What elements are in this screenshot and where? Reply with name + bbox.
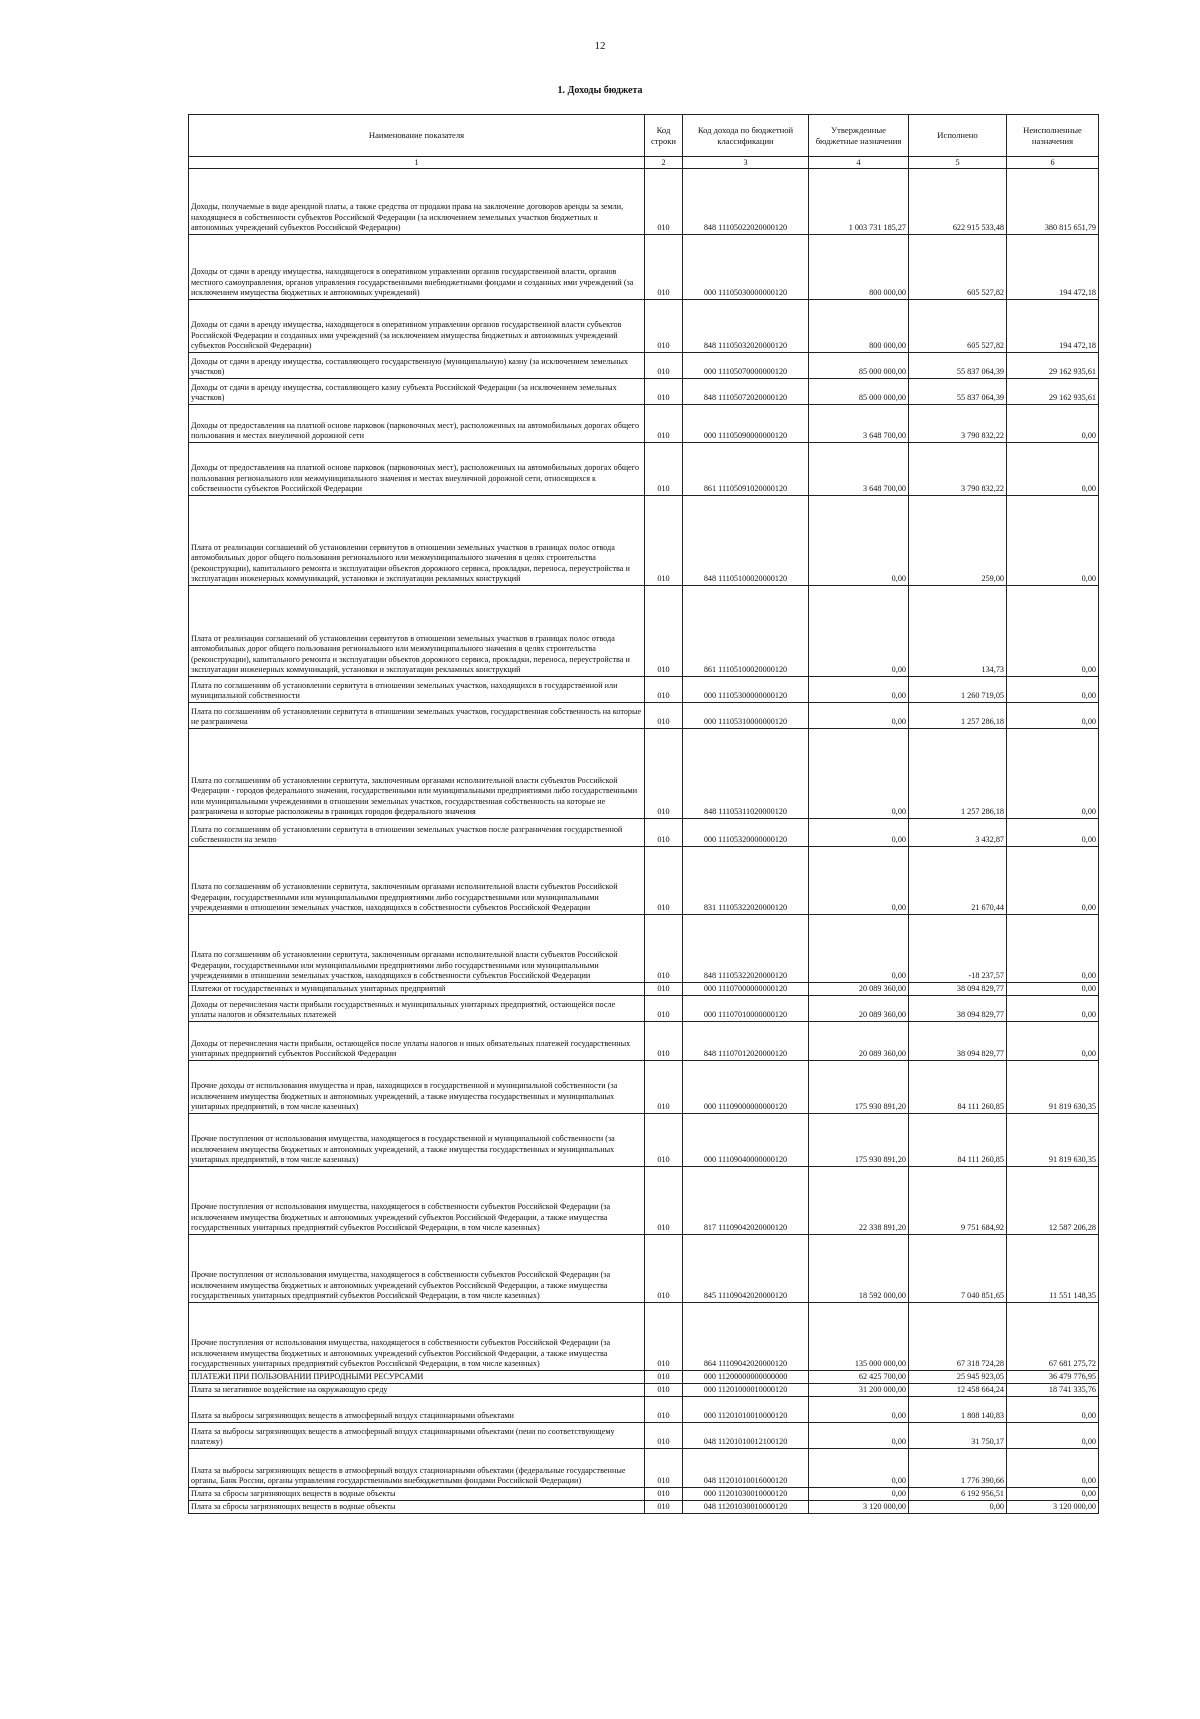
row-name: Доходы от сдачи в аренду имущества, находящегося в оперативном управлении органов государственной власти субъектов Российской Федерации и созданных ими учреждений (за исключением имущества бюджетных и автономных учреждений субъектов Российской Федерации) [189,300,645,353]
row-name: Плата по соглашениям об установлении сервитута, заключенным органами исполнительной власти субъектов Российской Федерации, государственными или муниципальными предприятиями либо государственными или муниципальными учреждениями в отношении земельных участков, находящихся в собственности субъектов Российской Федерации [189,847,645,915]
row-income-code: 048 11201010012100120 [683,1423,809,1449]
header-approved: Утвержденные бюджетные назначения [809,115,909,157]
row-income-code: 848 11105311020000120 [683,729,809,819]
table-row [189,1022,1099,1061]
row-approved: 135 000 000,00 [809,1303,909,1371]
table-row [189,1384,1099,1397]
row-income-code: 848 11107012020000120 [683,1022,809,1061]
row-unexecuted: 0,00 [1007,443,1099,496]
row-approved: 0,00 [809,677,909,703]
row-unexecuted: 91 819 630,35 [1007,1114,1099,1167]
header-unexecuted: Неисполненные назначения [1007,115,1099,157]
header-name: Наименование показателя [189,115,645,157]
row-name: Доходы от сдачи в аренду имущества, находящегося в оперативном управлении органов государственной власти, органов местного самоуправления, органов управления государственными внебюджетными фондами и созданных ими учреждений (за исключением имущества бюджетных и автономных учреждений) [189,235,645,300]
row-income-code: 000 11105300000000120 [683,677,809,703]
row-line-code: 010 [645,983,683,996]
row-name: Плата за негативное воздействие на окружающую среду [189,1384,645,1397]
row-executed: 1 257 286,18 [909,729,1007,819]
row-unexecuted: 0,00 [1007,983,1099,996]
row-unexecuted: 380 815 651,79 [1007,169,1099,235]
row-executed: 84 111 260,85 [909,1061,1007,1114]
row-unexecuted: 0,00 [1007,1449,1099,1488]
row-line-code: 010 [645,1022,683,1061]
revenue-table [188,114,1099,1514]
row-approved: 0,00 [809,1397,909,1423]
table-row [189,1488,1099,1501]
row-approved: 800 000,00 [809,235,909,300]
row-executed: 605 527,82 [909,300,1007,353]
row-income-code: 000 11201030010000120 [683,1488,809,1501]
row-name: Плата от реализации соглашений об установлении сервитутов в отношении земельных участков в границах полос отвода автомобильных дорог общего пользования регионального или межмуниципального значения в целях строительства (реконструкции), капитального ремонта и эксплуатации объектов дорожного сервиса, прокладки, переноса, переустройства и эксплуатации инженерных коммуникаций, установки и эксплуатации рекламных конструкций [189,496,645,586]
row-line-code: 010 [645,169,683,235]
row-name: Прочие поступления от использования имущества, находящегося в государственной и муниципальной собственности (за исключением имущества бюджетных и автономных учреждений, а также имущества государственных и муниципальных унитарных предприятий, в том числе казенных) [189,1114,645,1167]
row-name: Платежи от государственных и муниципальных унитарных предприятий [189,983,645,996]
table-row [189,996,1099,1022]
row-name: Прочие доходы от использования имущества и прав, находящихся в государственной и муниципальной собственности (за исключением имущества бюджетных и автономных учреждений, а также имущества государственных и муниципальных унитарных предприятий, в том числе казенных) [189,1061,645,1114]
row-approved: 62 425 700,00 [809,1371,909,1384]
row-line-code: 010 [645,353,683,379]
row-income-code: 048 11201010016000120 [683,1449,809,1488]
row-unexecuted: 3 120 000,00 [1007,1501,1099,1514]
row-name: Прочие поступления от использования имущества, находящегося в собственности субъектов Российской Федерации (за исключением имущества бюджетных и автономных учреждений субъектов Российской Федерации, а также имущества государственных унитарных предприятий субъектов Российской Федерации, в том числе казенных) [189,1303,645,1371]
table-row [189,496,1099,586]
row-income-code: 848 11105032020000120 [683,300,809,353]
row-income-code: 000 11201010010000120 [683,1397,809,1423]
row-income-code: 000 11109000000000120 [683,1061,809,1114]
row-income-code: 861 11105100020000120 [683,586,809,677]
row-income-code: 817 11109042020000120 [683,1167,809,1235]
table-row [189,1303,1099,1371]
row-approved: 0,00 [809,703,909,729]
row-approved: 3 648 700,00 [809,405,909,443]
row-line-code: 010 [645,1423,683,1449]
row-approved: 175 930 891,20 [809,1114,909,1167]
row-unexecuted: 0,00 [1007,1423,1099,1449]
row-unexecuted: 194 472,18 [1007,300,1099,353]
row-approved: 0,00 [809,847,909,915]
row-approved: 85 000 000,00 [809,353,909,379]
row-line-code: 010 [645,379,683,405]
row-executed: 1 808 140,83 [909,1397,1007,1423]
row-line-code: 010 [645,703,683,729]
header-num: 2 [645,157,683,169]
row-executed: 21 670,44 [909,847,1007,915]
row-unexecuted: 29 162 935,61 [1007,379,1099,405]
row-executed: -18 237,57 [909,915,1007,983]
row-line-code: 010 [645,1501,683,1514]
row-executed: 7 040 851,65 [909,1235,1007,1303]
row-unexecuted: 12 587 206,28 [1007,1167,1099,1235]
table-row [189,1449,1099,1488]
row-line-code: 010 [645,586,683,677]
row-executed: 38 094 829,77 [909,996,1007,1022]
row-executed: 38 094 829,77 [909,1022,1007,1061]
row-line-code: 010 [645,1488,683,1501]
row-unexecuted: 67 681 275,72 [1007,1303,1099,1371]
row-executed: 1 260 719,05 [909,677,1007,703]
row-line-code: 010 [645,235,683,300]
row-income-code: 000 11105320000000120 [683,819,809,847]
table-row [189,353,1099,379]
table-row [189,405,1099,443]
row-income-code: 000 11105070000000120 [683,353,809,379]
row-executed: 3 790 832,22 [909,405,1007,443]
header-num: 1 [189,157,645,169]
row-executed: 1 257 286,18 [909,703,1007,729]
table-row [189,703,1099,729]
row-approved: 0,00 [809,1488,909,1501]
row-name: Прочие поступления от использования имущества, находящегося в собственности субъектов Российской Федерации (за исключением имущества бюджетных и автономных учреждений субъектов Российской Федерации, а также имущества государственных унитарных предприятий субъектов Российской Федерации, в том числе казенных) [189,1235,645,1303]
row-line-code: 010 [645,1303,683,1371]
table-row [189,1235,1099,1303]
row-approved: 0,00 [809,1449,909,1488]
row-executed: 84 111 260,85 [909,1114,1007,1167]
row-executed: 9 751 684,92 [909,1167,1007,1235]
row-income-code: 000 11107010000000120 [683,996,809,1022]
header-income-code: Код дохода по бюджетной классификации [683,115,809,157]
row-approved: 0,00 [809,496,909,586]
row-name: Плата за сбросы загрязняющих веществ в водные объекты [189,1501,645,1514]
section-title: 1. Доходы бюджета [557,85,643,96]
row-executed: 3 432,87 [909,819,1007,847]
row-unexecuted: 0,00 [1007,996,1099,1022]
header-num: 5 [909,157,1007,169]
table-row [189,819,1099,847]
row-name: Плата по соглашениям об установлении сервитута в отношении земельных участков после разграничения государственной собственности на землю [189,819,645,847]
row-approved: 18 592 000,00 [809,1235,909,1303]
row-income-code: 000 11109040000000120 [683,1114,809,1167]
row-income-code: 848 11105022020000120 [683,169,809,235]
table-row [189,1397,1099,1423]
row-approved: 3 648 700,00 [809,443,909,496]
row-executed: 3 790 832,22 [909,443,1007,496]
table-row [189,443,1099,496]
row-unexecuted: 0,00 [1007,703,1099,729]
table-row [189,915,1099,983]
row-unexecuted: 0,00 [1007,677,1099,703]
row-unexecuted: 0,00 [1007,1022,1099,1061]
row-name: Плата по соглашениям об установлении сервитута в отношении земельных участков, государственная собственность на которые не разграничена [189,703,645,729]
row-unexecuted: 194 472,18 [1007,235,1099,300]
row-executed: 31 750,17 [909,1423,1007,1449]
row-approved: 3 120 000,00 [809,1501,909,1514]
row-approved: 22 338 891,20 [809,1167,909,1235]
row-executed: 134,73 [909,586,1007,677]
table-row [189,983,1099,996]
row-line-code: 010 [645,300,683,353]
row-income-code: 845 11109042020000120 [683,1235,809,1303]
row-unexecuted: 0,00 [1007,586,1099,677]
table-row [189,379,1099,405]
row-name: Плата за выбросы загрязняющих веществ в атмосферный воздух стационарными объектами (федеральные государственные органы, Банк России, органы управления государственными внебюджетными фондами Российской Федерации) [189,1449,645,1488]
row-unexecuted: 0,00 [1007,729,1099,819]
row-approved: 31 200 000,00 [809,1384,909,1397]
row-name: Плата по соглашениям об установлении сервитута, заключенным органами исполнительной власти субъектов Российской Федерации - городов федерального значения, государственными или муниципальными предприятиями либо государственными или муниципальными учреждениями в отношении земельных участков, государственная собственность на которые не разграничена и которые расположены в границах городов федерального значения [189,729,645,819]
row-executed: 622 915 533,48 [909,169,1007,235]
row-line-code: 010 [645,1235,683,1303]
table-row [189,847,1099,915]
row-approved: 20 089 360,00 [809,1022,909,1061]
row-unexecuted: 29 162 935,61 [1007,353,1099,379]
row-income-code: 864 11109042020000120 [683,1303,809,1371]
row-name: Плата за выбросы загрязняющих веществ в атмосферный воздух стационарными объектами (пени по соответствующему платежу) [189,1423,645,1449]
row-executed: 259,00 [909,496,1007,586]
table-row [189,300,1099,353]
row-executed: 12 458 664,24 [909,1384,1007,1397]
row-approved: 0,00 [809,586,909,677]
row-line-code: 010 [645,996,683,1022]
row-line-code: 010 [645,405,683,443]
row-unexecuted: 0,00 [1007,847,1099,915]
row-approved: 20 089 360,00 [809,983,909,996]
row-unexecuted: 0,00 [1007,819,1099,847]
row-line-code: 010 [645,496,683,586]
row-income-code: 831 11105322020000120 [683,847,809,915]
row-line-code: 010 [645,1061,683,1114]
row-income-code: 000 11107000000000120 [683,983,809,996]
row-name: Доходы, получаемые в виде арендной платы, а также средства от продажи права на заключение договоров аренды за земли, находящиеся в собственности субъектов Российской Федерации (за исключением земельных участков бюджетных и автономных учреждений субъектов Российской Федерации) [189,169,645,235]
row-unexecuted: 18 741 335,76 [1007,1384,1099,1397]
row-unexecuted: 0,00 [1007,405,1099,443]
row-executed: 605 527,82 [909,235,1007,300]
row-name: Доходы от сдачи в аренду имущества, составляющего казну субъекта Российской Федерации (за исключением земельных участков) [189,379,645,405]
row-approved: 0,00 [809,819,909,847]
row-line-code: 010 [645,1449,683,1488]
row-executed: 0,00 [909,1501,1007,1514]
row-name: Плата за выбросы загрязняющих веществ в атмосферный воздух стационарными объектами [189,1397,645,1423]
row-name: Доходы от перечисления части прибыли государственных и муниципальных унитарных предприятий, остающейся после уплаты налогов и обязательных платежей [189,996,645,1022]
row-line-code: 010 [645,443,683,496]
row-income-code: 048 11201030010000120 [683,1501,809,1514]
row-name: Плата от реализации соглашений об установлении сервитутов в отношении земельных участков в границах полос отвода автомобильных дорог общего пользования регионального или межмуниципального значения в целях строительства (реконструкции), капитального ремонта и эксплуатации объектов дорожного сервиса, прокладки, переноса, переустройства и эксплуатации инженерных коммуникаций, установки и эксплуатации рекламных конструкций [189,586,645,677]
row-executed: 1 776 390,66 [909,1449,1007,1488]
row-unexecuted: 0,00 [1007,915,1099,983]
row-unexecuted: 0,00 [1007,1488,1099,1501]
row-line-code: 010 [645,1114,683,1167]
row-executed: 25 945 923,05 [909,1371,1007,1384]
row-income-code: 848 11105322020000120 [683,915,809,983]
header-num: 6 [1007,157,1099,169]
row-name: Плата по соглашениям об установлении сервитута, заключенным органами исполнительной власти субъектов Российской Федерации, государственными или муниципальными предприятиями либо государственными или муниципальными учреждениями в отношении земельных участков, находящихся в собственности субъектов Российской Федерации [189,915,645,983]
header-executed: Исполнено [909,115,1007,157]
page-number: 12 [594,40,606,52]
row-unexecuted: 0,00 [1007,496,1099,586]
row-approved: 85 000 000,00 [809,379,909,405]
table-row [189,1371,1099,1384]
row-approved: 1 003 731 185,27 [809,169,909,235]
row-income-code: 000 11201000010000120 [683,1384,809,1397]
table-row [189,586,1099,677]
row-name: Доходы от предоставления на платной основе парковок (парковочных мест), расположенных на автомобильных дорогах общего пользования регионального или межмуниципального значения и местах внеуличной дорожной сети, относящихся к собственности субъектов Российской Федерации [189,443,645,496]
table-row [189,1114,1099,1167]
row-line-code: 010 [645,1397,683,1423]
row-income-code: 000 11105090000000120 [683,405,809,443]
row-executed: 38 094 829,77 [909,983,1007,996]
row-unexecuted: 91 819 630,35 [1007,1061,1099,1114]
row-approved: 20 089 360,00 [809,996,909,1022]
table-row [189,169,1099,235]
row-line-code: 010 [645,677,683,703]
table-row [189,1167,1099,1235]
row-executed: 67 318 724,28 [909,1303,1007,1371]
row-approved: 175 930 891,20 [809,1061,909,1114]
header-num: 4 [809,157,909,169]
table-row [189,1501,1099,1514]
table-row [189,235,1099,300]
row-name: Доходы от перечисления части прибыли, остающейся после уплаты налогов и иных обязательных платежей государственных унитарных предприятий субъектов Российской Федерации [189,1022,645,1061]
row-income-code: 000 11105030000000120 [683,235,809,300]
row-line-code: 010 [645,729,683,819]
row-name: Доходы от предоставления на платной основе парковок (парковочных мест), расположенных на автомобильных дорогах общего пользования и местах внеуличной дорожной сети [189,405,645,443]
row-executed: 55 837 064,39 [909,379,1007,405]
row-approved: 800 000,00 [809,300,909,353]
row-line-code: 010 [645,819,683,847]
header-line-code: Код строки [645,115,683,157]
header-num: 3 [683,157,809,169]
table-row [189,1423,1099,1449]
row-name: ПЛАТЕЖИ ПРИ ПОЛЬЗОВАНИИ ПРИРОДНЫМИ РЕСУРСАМИ [189,1371,645,1384]
row-line-code: 010 [645,915,683,983]
row-line-code: 010 [645,847,683,915]
row-name: Плата за сбросы загрязняющих веществ в водные объекты [189,1488,645,1501]
row-unexecuted: 11 551 148,35 [1007,1235,1099,1303]
table-row [189,677,1099,703]
row-income-code: 000 11105310000000120 [683,703,809,729]
row-name: Плата по соглашениям об установлении сервитута в отношении земельных участков, находящихся в государственной или муниципальной собственности [189,677,645,703]
row-line-code: 010 [645,1167,683,1235]
row-approved: 0,00 [809,729,909,819]
row-name: Доходы от сдачи в аренду имущества, составляющего государственную (муниципальную) казну (за исключением земельных участков) [189,353,645,379]
row-unexecuted: 0,00 [1007,1397,1099,1423]
row-approved: 0,00 [809,1423,909,1449]
row-income-code: 861 11105091020000120 [683,443,809,496]
row-approved: 0,00 [809,915,909,983]
row-name: Прочие поступления от использования имущества, находящегося в собственности субъектов Российской Федерации (за исключением имущества бюджетных и автономных учреждений субъектов Российской Федерации, а также имущества государственных унитарных предприятий субъектов Российской Федерации, в том числе казенных) [189,1167,645,1235]
row-income-code: 848 11105072020000120 [683,379,809,405]
row-line-code: 010 [645,1384,683,1397]
row-executed: 6 192 956,51 [909,1488,1007,1501]
row-line-code: 010 [645,1371,683,1384]
row-unexecuted: 36 479 776,95 [1007,1371,1099,1384]
row-executed: 55 837 064,39 [909,353,1007,379]
row-income-code: 000 11200000000000000 [683,1371,809,1384]
table-row [189,729,1099,819]
row-income-code: 848 11105100020000120 [683,496,809,586]
table-row [189,1061,1099,1114]
